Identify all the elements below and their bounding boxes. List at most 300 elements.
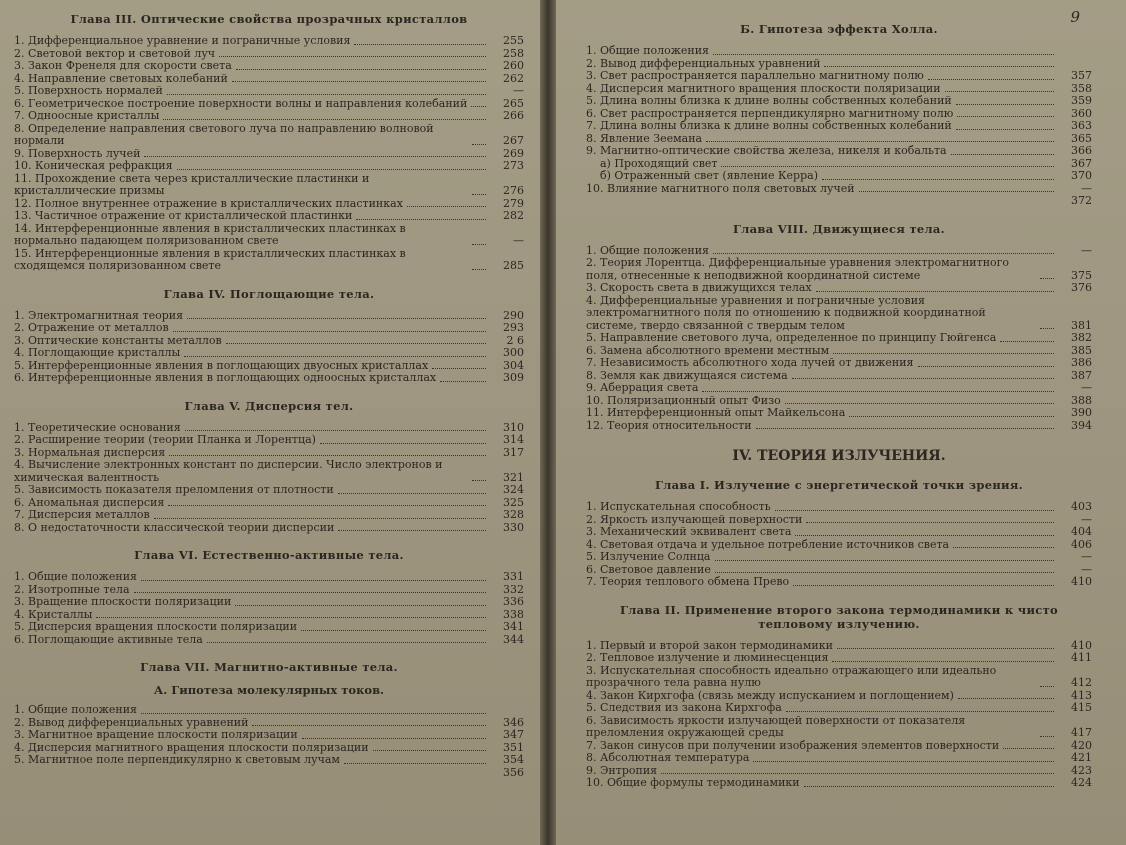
toc-entry <box>14 729 524 742</box>
dot-leader <box>235 605 486 606</box>
dot-leader <box>706 141 1054 142</box>
dot-leader <box>785 403 1054 404</box>
toc-page-number: 388 <box>1071 393 1092 407</box>
dot-leader <box>859 191 1054 192</box>
toc-page-number: 420 <box>1071 738 1092 752</box>
toc-entry <box>14 509 524 522</box>
toc-entry <box>586 183 1092 196</box>
toc-entry-title: 9. Аберрация света <box>586 381 699 394</box>
toc-entry-title: 3. Нормальная дисперсия <box>14 445 166 459</box>
toc-entry-title: 4. Поглощающие кристаллы <box>14 346 181 359</box>
toc-page-number: 321 <box>503 470 524 484</box>
toc-entry-title: 8. Определение направления светового луча по направлению волновой нормали <box>14 121 434 147</box>
toc-entry-title: 4. Кристаллы <box>14 607 93 621</box>
toc-page-number: 354 <box>503 753 524 766</box>
chapter-title: Глава III. Оптические свойства прозрачных кристаллов <box>70 12 468 26</box>
toc-page-number: 351 <box>503 740 524 754</box>
chapter-title: Глава VI. Естественно-активные тела. <box>134 548 404 562</box>
toc-entry <box>14 85 524 98</box>
toc-entry <box>14 223 524 248</box>
chapter-title: Глава I. Излучение с энергетической точки зрения. <box>655 478 1023 492</box>
toc-entry <box>586 45 1092 58</box>
dot-leader <box>141 713 486 714</box>
toc-page-number: 317 <box>503 445 524 459</box>
toc-entry-title: 5. Магнитное поле перпендикулярно к световым лучам <box>14 753 340 766</box>
toc-page-number: 424 <box>1071 776 1092 789</box>
dot-leader <box>163 119 486 120</box>
dot-leader <box>320 443 486 444</box>
dot-leader <box>187 318 486 319</box>
dot-leader <box>816 291 1054 292</box>
toc-entry-title: 1. Электромагнитная теория <box>14 308 184 322</box>
toc-page-number: 260 <box>503 59 524 72</box>
dot-leader <box>144 156 486 157</box>
dot-leader <box>252 725 486 726</box>
toc-entry <box>14 372 524 385</box>
dot-leader <box>154 518 486 519</box>
toc-page-number: 406 <box>1071 537 1092 551</box>
toc-list <box>14 422 524 535</box>
toc-entry <box>14 110 524 123</box>
toc-entry-title: 2. Яркость излучающей поверхности <box>586 512 803 526</box>
dot-leader <box>951 154 1054 155</box>
dot-leader <box>702 391 1054 392</box>
toc-list <box>14 310 524 385</box>
toc-entry-title: 7. Одноосные кристаллы <box>14 109 160 122</box>
toc-page-number: 2 6 <box>506 333 524 347</box>
toc-entry-title: 5. Длина волны близка к длине волны собственных колебаний <box>586 94 952 107</box>
toc-entry-title: 6. Свет распространяется перпендикулярно магнитному полю <box>586 106 954 120</box>
toc-entry <box>586 501 1092 514</box>
toc-entry <box>586 145 1092 158</box>
dot-leader <box>302 738 486 739</box>
dot-leader <box>756 428 1054 429</box>
toc-entry-title: 11. Прохождение света через кристаллические пластинки и кристаллические призмы <box>14 171 370 197</box>
dot-leader <box>1040 736 1054 737</box>
dot-leader <box>956 104 1054 105</box>
dot-leader <box>786 711 1054 712</box>
chapter-title: Глава VII. Магнитно-активные тела. <box>140 660 398 674</box>
toc-page-number: 366 <box>1071 144 1092 157</box>
toc-page-number: 304 <box>503 358 524 372</box>
dot-leader <box>141 580 486 581</box>
dot-leader <box>928 79 1054 80</box>
dot-leader <box>96 617 486 618</box>
toc-entry-title: б) Отраженный свет (явление Керра) <box>600 169 818 182</box>
dot-leader <box>804 786 1054 787</box>
toc-entry <box>14 322 524 335</box>
toc-page-number: — <box>513 234 524 247</box>
toc-page-number: — <box>513 84 524 97</box>
toc-entry-title: 5. Интерференционные явления в поглощающих двуосных кристаллах <box>14 358 429 372</box>
dot-leader <box>793 585 1054 586</box>
dot-leader <box>1000 341 1054 342</box>
toc-entry-title: 15. Интерференционные явления в кристаллических пластинках в сходящемся поляризованном свете <box>14 246 406 272</box>
toc-page-number: 356 <box>503 765 524 779</box>
toc-page-number: 372 <box>1071 194 1092 207</box>
toc-entry <box>586 95 1092 108</box>
toc-entry-title: 1. Испускательная способность <box>586 500 771 513</box>
toc-entry-title: 3. Магнитное вращение плоскости поляризации <box>14 728 298 741</box>
toc-page-number: 394 <box>1071 418 1092 432</box>
toc-entry-title: 12. Полное внутреннее отражение в кристаллических пластинках <box>14 196 403 210</box>
dot-leader <box>301 630 486 631</box>
toc-entry-title: 6. Геометрическое построение поверхности волны и направления колебаний <box>14 96 468 110</box>
chapter-title: Глава VIII. Движущиеся тела. <box>733 221 945 236</box>
toc-entry <box>14 210 524 223</box>
toc-entry <box>14 704 524 717</box>
toc-entry <box>586 715 1092 740</box>
toc-page-number: 363 <box>1071 119 1092 132</box>
dot-leader <box>236 69 486 70</box>
toc-entry-title: 5. Следствия из закона Кирхгофа <box>586 701 782 714</box>
dot-leader <box>837 648 1054 649</box>
toc-entry-title: 2. Вывод дифференциальных уравнений <box>14 715 249 729</box>
dot-leader <box>822 179 1054 180</box>
toc-trailing-page <box>586 195 1092 208</box>
toc-page-number: 309 <box>503 371 524 384</box>
toc-list <box>14 35 524 273</box>
dot-leader <box>661 773 1054 774</box>
toc-page-number: 279 <box>503 196 524 210</box>
dot-leader <box>472 480 486 481</box>
toc-page-number: 276 <box>503 184 524 197</box>
toc-list <box>586 501 1092 589</box>
toc-entry-title: 4. Направление световых колебаний <box>14 71 228 85</box>
dot-leader <box>832 661 1054 662</box>
book-gutter <box>540 0 556 845</box>
toc-entry-title: 2. Вывод дифференциальных уравнений <box>586 56 821 70</box>
toc-page-number: — <box>1081 550 1092 563</box>
toc-entry <box>14 634 524 647</box>
toc-page-number: 411 <box>1071 651 1092 664</box>
toc-page-number: 331 <box>503 570 524 583</box>
toc-page-number: — <box>1081 181 1092 195</box>
toc-page-number: 332 <box>503 582 524 596</box>
toc-entry-title: 13. Частичное отражение от кристаллической пластинки <box>14 209 353 222</box>
dot-leader <box>167 94 486 95</box>
toc-entry <box>586 407 1092 420</box>
toc-page-number: 346 <box>503 715 524 729</box>
toc-page-number: 336 <box>503 595 524 608</box>
toc-entry-title: 10. Коническая рефракция <box>14 159 173 172</box>
dot-leader <box>957 116 1054 117</box>
toc-entry-title: 5. Дисперсия вращения плоскости поляризации <box>14 620 298 633</box>
toc-entry <box>14 434 524 447</box>
toc-entry <box>586 357 1092 370</box>
toc-entry-title: 6. Зависимость яркости излучающей поверхности от показателя преломления окружающей среды <box>586 713 966 739</box>
toc-entry-title: 7. Длина волны близка к длине волны собственных колебаний <box>586 119 952 132</box>
toc-page-number: 314 <box>503 433 524 446</box>
toc-entry-title: 4. Закон Кирхгофа (связь между испусканием и поглощением) <box>586 688 954 702</box>
toc-entry-title: 6. Интерференционные явления в поглощающих одноосных кристаллах <box>14 371 437 384</box>
dot-leader <box>471 106 486 107</box>
toc-page-number: 282 <box>503 209 524 222</box>
toc-page-number: 347 <box>503 728 524 741</box>
toc-entry-title: 3. Оптические константы металлов <box>14 333 222 347</box>
toc-entry <box>14 60 524 73</box>
dot-leader <box>715 560 1055 561</box>
toc-page-number: 267 <box>503 134 524 147</box>
toc-list <box>586 245 1092 433</box>
dot-leader <box>958 698 1054 699</box>
toc-entry-title: 5. Излучение Солнца <box>586 550 711 563</box>
toc-entry-title: 14. Интерференционные явления в кристаллических пластинках в нормально падающем поляризованном свете <box>14 221 406 247</box>
toc-list <box>586 640 1092 790</box>
toc-entry-title: 3. Испускательная способность идеально отражающего или идеально прозрачного тела равна нулю <box>586 663 997 689</box>
toc-page-number: — <box>1081 562 1092 576</box>
toc-page-number: 357 <box>1071 69 1092 82</box>
left-page <box>0 0 540 845</box>
dot-leader <box>226 343 486 344</box>
toc-page-number: — <box>1081 243 1092 257</box>
toc-entry <box>14 173 524 198</box>
toc-entry <box>586 332 1092 345</box>
toc-page-number: 258 <box>503 46 524 60</box>
toc-entry-title: 9. Энтропия <box>586 763 658 777</box>
dot-leader <box>338 493 486 494</box>
toc-entry-title: 1. Общие положения <box>586 243 709 257</box>
toc-page-number: 330 <box>503 520 524 534</box>
toc-entry-title: 2. Изотропные тела <box>14 582 130 596</box>
toc-entry-title: 6. Аномальная дисперсия <box>14 495 165 509</box>
toc-page-number: 325 <box>503 495 524 509</box>
dot-leader <box>440 381 486 382</box>
dot-leader <box>956 129 1054 130</box>
toc-page-number: 360 <box>1071 106 1092 120</box>
dot-leader <box>407 206 486 207</box>
toc-page-number: 375 <box>1071 268 1092 282</box>
toc-page-number: 344 <box>503 632 524 646</box>
toc-entry-title: 2. Теория Лорентца. Дифференциальные уравнения электромагнитного поля, отнесенные к неподвижной координатной системе <box>586 256 1010 282</box>
toc-entry <box>586 702 1092 715</box>
toc-entry-title: 2. Тепловое излучение и люминесценция <box>586 651 829 664</box>
dot-leader <box>1040 686 1054 687</box>
toc-entry <box>586 551 1092 564</box>
dot-leader <box>356 219 486 220</box>
toc-page-number: 421 <box>1071 751 1092 764</box>
dot-leader <box>849 416 1054 417</box>
toc-page-number: 255 <box>503 34 524 47</box>
toc-entry-title: 8. О недостаточности классической теории дисперсии <box>14 520 335 534</box>
dot-leader <box>713 253 1054 254</box>
toc-entry-title: 9. Магнитно-оптические свойства железа, никеля и кобальта <box>586 144 947 157</box>
toc-page-number: — <box>1081 512 1092 526</box>
dot-leader <box>1003 748 1054 749</box>
toc-entry-title: 4. Световая отдача и удельное потребление источников света <box>586 537 950 551</box>
toc-page-number: 269 <box>503 146 524 160</box>
toc-entry <box>586 257 1092 282</box>
dot-leader <box>721 166 1054 167</box>
dot-leader <box>184 356 486 357</box>
toc-entry <box>14 459 524 484</box>
toc-entry-title: 4. Дисперсия магнитного вращения плоскости поляризации <box>586 81 941 95</box>
toc-page-number: 413 <box>1071 688 1092 702</box>
section-subheading: А. Гипотеза молекулярных токов. <box>153 683 385 697</box>
toc-entry-title: 10. Влияние магнитного поля световых лучей <box>586 181 855 195</box>
toc-page-number: 381 <box>1071 318 1092 332</box>
dot-leader <box>169 455 486 456</box>
toc-entry-title: 12. Теория относительности <box>586 418 752 432</box>
dot-leader <box>232 81 486 82</box>
toc-entry-title: 4. Вычисление электронных констант по дисперсии. Число электронов и химическая валентность <box>14 458 443 484</box>
toc-page-number: 367 <box>1071 156 1092 170</box>
dot-leader <box>824 66 1054 67</box>
toc-page-number: 390 <box>1071 406 1092 419</box>
toc-entry <box>14 347 524 360</box>
toc-trailing-page <box>14 767 524 780</box>
dot-leader <box>207 642 486 643</box>
toc-entry-title: 6. Световое давление <box>586 562 711 576</box>
dot-leader <box>775 510 1054 511</box>
toc-page-number: 376 <box>1071 281 1092 294</box>
toc-page-number: 386 <box>1071 356 1092 369</box>
dot-leader <box>1040 328 1054 329</box>
dot-leader <box>472 194 486 195</box>
toc-entry-title: 6. Замена абсолютного времени местным <box>586 343 830 357</box>
chapter-title: Б. Гипотеза эффекта Холла. <box>740 22 938 36</box>
toc-entry-title: 2. Отражение от металлов <box>14 321 169 334</box>
dot-leader <box>344 763 486 764</box>
toc-entry <box>586 777 1092 790</box>
right-page <box>556 0 1126 845</box>
dot-leader <box>219 56 486 57</box>
toc-entry-title: 1. Теоретические основания <box>14 420 181 434</box>
toc-entry <box>14 522 524 535</box>
toc-page-number: 387 <box>1071 368 1092 382</box>
dot-leader <box>713 54 1054 55</box>
dot-leader <box>806 522 1054 523</box>
toc-entry-title: 7. Закон синусов при получении изображения элементов поверхности <box>586 738 1000 752</box>
toc-entry-title: 11. Интерференционный опыт Майкельсона <box>586 406 846 419</box>
toc-entry <box>14 571 524 584</box>
toc-entry <box>586 526 1092 539</box>
dot-leader <box>715 572 1054 573</box>
toc-page-number: 358 <box>1071 81 1092 95</box>
toc-entry-title: 3. Скорость света в движущихся телах <box>586 281 812 294</box>
toc-entry <box>586 282 1092 295</box>
toc-entry-title: 5. Направление светового луча, определенное по принципу Гюйгенса <box>586 331 997 344</box>
toc-page-number: 338 <box>503 607 524 621</box>
toc-entry <box>14 621 524 634</box>
toc-list <box>14 571 524 646</box>
dot-leader <box>168 505 486 506</box>
toc-entry <box>586 170 1092 183</box>
toc-page-number: 265 <box>503 96 524 110</box>
dot-leader <box>177 169 486 170</box>
toc-page-number: — <box>1081 381 1092 394</box>
dot-leader <box>373 750 486 751</box>
toc-page-number: 324 <box>503 483 524 496</box>
toc-page-number: 417 <box>1071 726 1092 739</box>
toc-entry-title: 7. Независимость абсолютного хода лучей от движения <box>586 356 914 369</box>
toc-entry <box>14 160 524 173</box>
toc-entry <box>586 665 1092 690</box>
toc-page-number: 273 <box>503 159 524 172</box>
toc-entry-title: 8. Абсолютная температура <box>586 751 750 764</box>
toc-page-number: 262 <box>503 71 524 85</box>
dot-leader <box>795 535 1054 536</box>
dot-leader <box>338 530 486 531</box>
toc-entry <box>586 576 1092 589</box>
toc-entry-title: 7. Теория теплового обмена Прево <box>586 575 790 588</box>
toc-page-number: 415 <box>1071 701 1092 714</box>
toc-entry-title: 8. Земля как движущаяся система <box>586 368 788 382</box>
dot-leader <box>833 353 1054 354</box>
toc-entry <box>14 248 524 273</box>
toc-entry <box>14 596 524 609</box>
dot-leader <box>173 331 486 332</box>
toc-page-number: 370 <box>1071 169 1092 182</box>
dot-leader <box>792 378 1054 379</box>
dot-leader <box>472 244 486 245</box>
toc-entry-title: а) Проходящий свет <box>600 156 718 170</box>
dot-leader <box>753 761 1054 762</box>
toc-entry-title: 3. Закон Френеля для скорости света <box>14 59 232 72</box>
dot-leader <box>945 91 1054 92</box>
toc-entry-title: 10. Общие формулы термодинамики <box>586 776 800 789</box>
toc-entry-title: 5. Поверхность нормалей <box>14 84 163 97</box>
toc-entry-title: 5. Зависимость показателя преломления от плотности <box>14 483 334 496</box>
toc-page-number: 412 <box>1071 676 1092 689</box>
right-column <box>586 22 1092 790</box>
toc-entry-title: 9. Поверхность лучей <box>14 146 141 160</box>
dot-leader <box>918 366 1055 367</box>
chapter-title: Глава V. Дисперсия тел. <box>184 398 354 413</box>
toc-page-number: 404 <box>1071 525 1092 538</box>
toc-page-number: 385 <box>1071 343 1092 357</box>
toc-entry <box>14 484 524 497</box>
dot-leader <box>472 144 486 145</box>
toc-page-number: 410 <box>1071 575 1092 588</box>
toc-entry-title: 4. Дифференциальные уравнения и пограничные условия электромагнитного поля по отношению к подвижной координатной системе, твердо связанной с твердым телом <box>586 293 986 332</box>
toc-entry-title: 1. Общие положения <box>14 570 137 583</box>
toc-entry <box>586 70 1092 83</box>
toc-entry-title: 1. Дифференциальное уравнение и пограничные условия <box>14 34 351 47</box>
dot-leader <box>354 44 486 45</box>
toc-entry-title: 3. Вращение плоскости поляризации <box>14 595 232 608</box>
toc-entry <box>14 123 524 148</box>
dot-leader <box>1040 278 1054 279</box>
toc-page-number: 359 <box>1071 94 1092 107</box>
toc-entry <box>586 652 1092 665</box>
toc-entry-title: 7. Дисперсия металлов <box>14 508 150 521</box>
toc-entry-title: 1. Общие положения <box>586 44 709 57</box>
left-column <box>14 12 524 779</box>
toc-entry <box>586 295 1092 333</box>
toc-entry-title: 3. Свет распространяется параллельно магнитному полю <box>586 69 924 82</box>
toc-entry-title: 1. Первый и второй закон термодинамики <box>586 638 833 652</box>
toc-list <box>586 45 1092 208</box>
toc-page-number: 290 <box>503 308 524 322</box>
toc-entry-title: 10. Поляризационный опыт Физо <box>586 393 781 407</box>
toc-entry-title: 2. Световой вектор и световой луч <box>14 46 216 60</box>
toc-page-number: 423 <box>1071 763 1092 777</box>
chapter-title: Глава II. Применение второго закона термодинамики к чисто тепловому излучению. <box>619 602 1059 631</box>
toc-entry <box>586 120 1092 133</box>
page-number: 9 <box>1070 8 1080 26</box>
dot-leader <box>185 430 486 431</box>
toc-page-number: 365 <box>1071 131 1092 145</box>
toc-page-number: 410 <box>1071 638 1092 652</box>
toc-entry-title: 6. Поглощающие активные тела <box>14 632 203 646</box>
toc-page-number: 266 <box>503 109 524 122</box>
toc-page-number: 300 <box>503 346 524 359</box>
toc-entry <box>14 35 524 48</box>
dot-leader <box>432 368 486 369</box>
toc-page-number: 328 <box>503 508 524 521</box>
toc-list <box>14 704 524 779</box>
